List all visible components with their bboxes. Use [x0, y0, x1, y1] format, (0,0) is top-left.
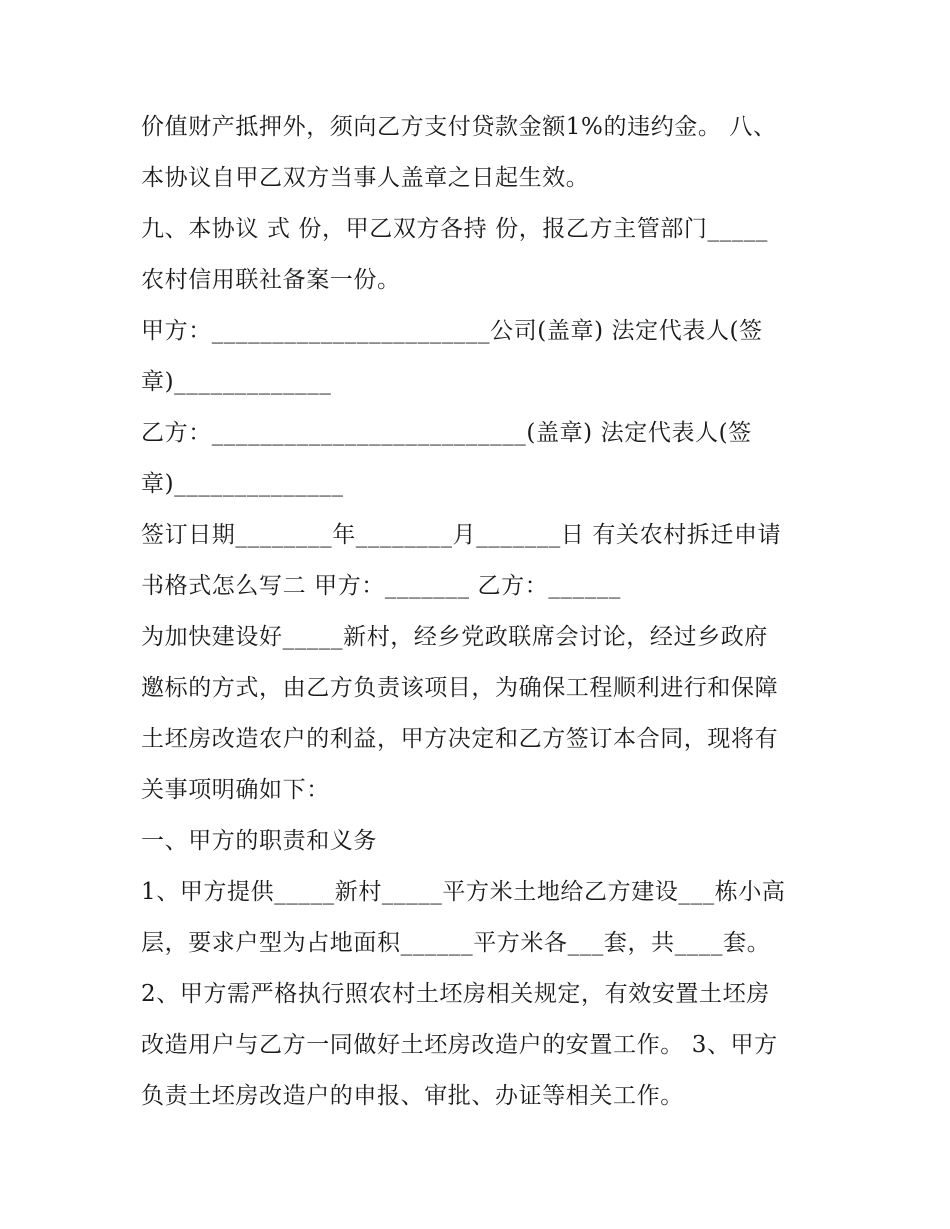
- text-line: 书格式怎么写二 甲方：_______ 乙方：______: [141, 573, 621, 599]
- text-line: 九、本协议 式 份，甲乙双方各持 份，报乙方主管部门_____: [141, 216, 769, 242]
- text-line: 农村信用联社备案一份。: [141, 267, 401, 293]
- text-line: 本协议自甲乙双方当事人盖章之日起生效。: [141, 165, 590, 191]
- text-line: 负责土坯房改造户的申报、审批、办证等相关工作。: [141, 1083, 684, 1109]
- text-line: 签订日期________年________月_______日 有关农村拆迁申请: [141, 522, 782, 548]
- text-line: 为加快建设好_____新村，经乡党政联席会讨论，经过乡政府: [141, 624, 768, 650]
- text-line: 价值财产抵押外，须向乙方支付贷款金额1%的违约金。 八、: [141, 114, 777, 140]
- text-line: 2、甲方需严格执行照农村土坯房相关规定，有效安置土坯房: [141, 981, 770, 1007]
- text-line: 乙方：__________________________(盖章) 法定代表人(签: [141, 420, 752, 446]
- text-line: 关事项明确如下：: [141, 777, 330, 803]
- text-line: 土坯房改造农户的利益，甲方决定和乙方签订本合同，现将有: [141, 726, 779, 752]
- text-line: 一、甲方的职责和义务: [141, 828, 377, 854]
- document-body: [141, 102, 841, 1122]
- text-line: 层，要求户型为占地面积______平方米各___套，共____套。: [141, 930, 771, 956]
- text-line: 章)______________: [141, 471, 344, 497]
- text-line: 改造用户与乙方一同做好土坯房改造户的安置工作。 3、甲方: [141, 1032, 778, 1058]
- text-line: 邀标的方式，由乙方负责该项目，为确保工程顺利进行和保障: [141, 675, 779, 701]
- text-line: 章)_____________: [141, 369, 332, 395]
- text-line: 甲方：_______________________公司(盖章) 法定代表人(签: [141, 318, 763, 344]
- text-line: 1、甲方提供_____新村_____平方米土地给乙方建设___栋小高: [141, 879, 786, 905]
